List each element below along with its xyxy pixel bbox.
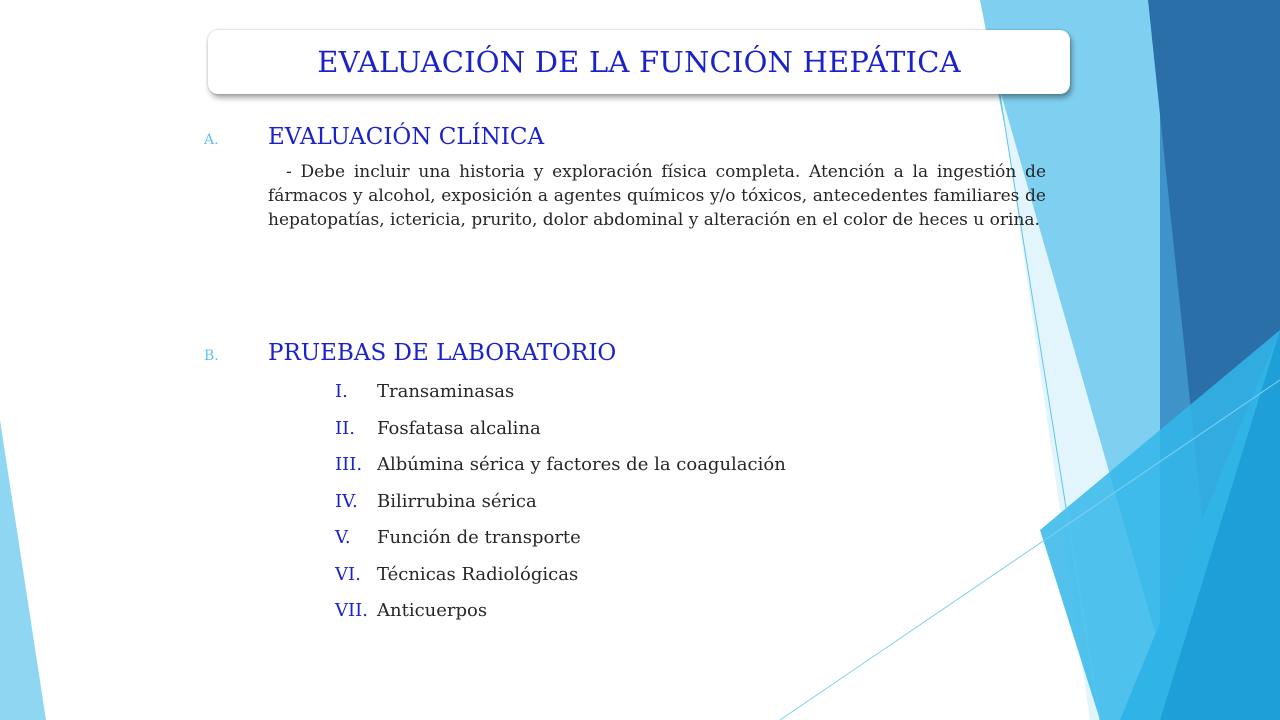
section-b-heading-row — [204, 340, 1054, 366]
section-clinical-evaluation — [204, 124, 1054, 232]
list-item — [335, 447, 1054, 484]
list-item-text: Fosfatasa alcalina — [377, 417, 541, 439]
section-a-heading-row — [204, 124, 1054, 150]
section-a-body: - Debe incluir una historia y exploración física completa. Atención a la ingestión de fármacos y alcohol, exposición a agentes químicos y/o tóxicos, antecedentes familiares de hepatopatías, ictericia, prurito, dolor abdominal y alteración en el color de heces u orina. — [268, 162, 1046, 230]
section-b-marker: B. — [204, 348, 219, 364]
lab-test-list — [204, 374, 1054, 630]
section-a-marker: A. — [204, 132, 219, 148]
list-item-text: Bilirrubina sérica — [377, 490, 537, 512]
list-item — [335, 557, 1054, 594]
list-item — [335, 411, 1054, 448]
list-item-number: VII. — [335, 600, 368, 621]
section-b-heading: PRUEBAS DE LABORATORIO — [268, 340, 617, 366]
title-box — [208, 30, 1070, 94]
list-item-text: Transaminasas — [377, 381, 515, 402]
list-item-number: IV. — [335, 490, 358, 512]
list-item-number: I. — [335, 381, 348, 402]
section-a-heading: EVALUACIÓN CLÍNICA — [268, 124, 545, 150]
list-item-text: Albúmina sérica y factores de la coagulación — [377, 454, 786, 475]
slide-title: EVALUACIÓN DE LA FUNCIÓN HEPÁTICA — [317, 45, 961, 79]
section-lab-tests — [204, 340, 1054, 630]
list-item — [335, 484, 1054, 521]
list-item — [335, 593, 1054, 630]
left-wedge-shape — [0, 420, 46, 720]
list-item — [335, 374, 1054, 411]
list-item-number: II. — [335, 417, 355, 439]
list-item-text: Técnicas Radiológicas — [377, 563, 579, 585]
list-item-text: Función de transporte — [377, 527, 581, 548]
list-item-number: VI. — [335, 563, 361, 585]
list-item — [335, 520, 1054, 557]
list-item-number: V. — [335, 527, 351, 548]
list-item-text: Anticuerpos — [377, 600, 488, 621]
list-item-number: III. — [335, 454, 363, 475]
